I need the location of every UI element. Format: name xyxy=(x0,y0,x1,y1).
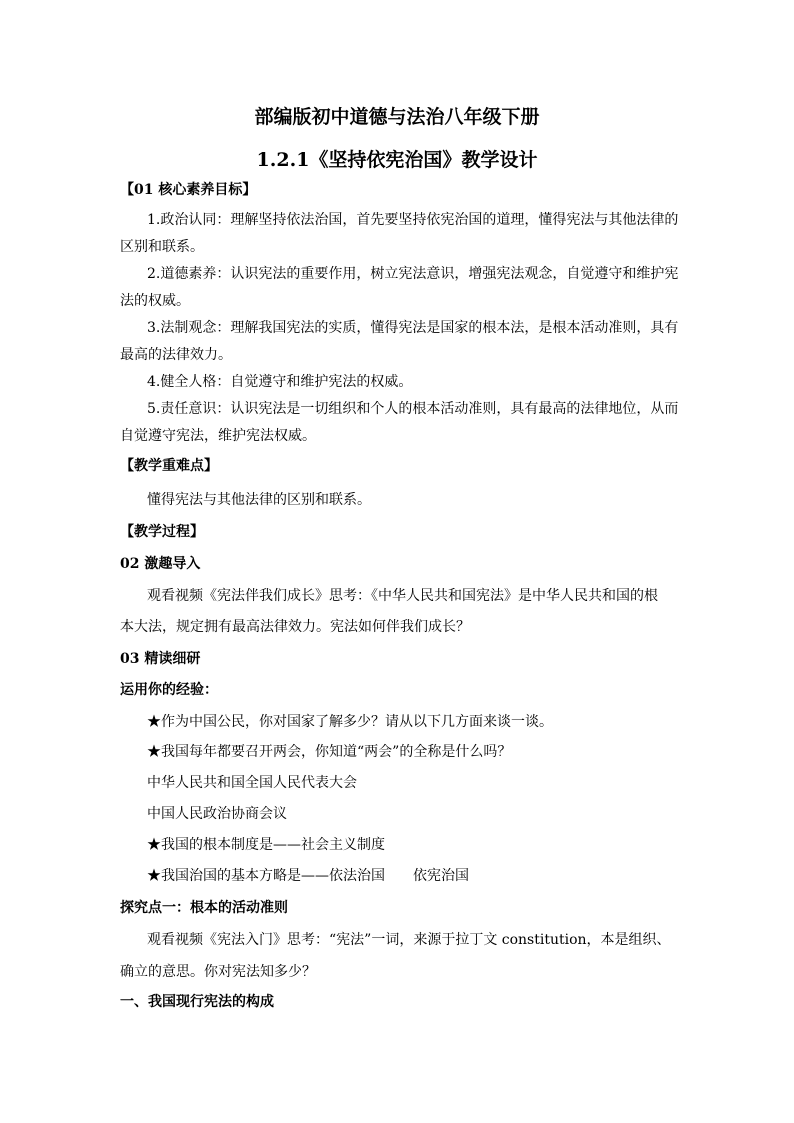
goal-1-line-1: 1.政治认同：理解坚持依法治国，首先要坚持依宪治国的道理，懂得宪法与其他法律的 xyxy=(147,212,679,228)
answer-2-line-1: 中华人民共和国全国人民代表大会 xyxy=(147,775,357,791)
section-heading-key-points: 【教学重难点】 xyxy=(120,458,218,474)
experience-heading: 运用你的经验： xyxy=(120,682,218,698)
goal-4: 4.健全人格：自觉遵守和维护宪法的权威。 xyxy=(147,374,413,390)
explore-1-line-1: 观看视频《宪法入门》思考：“宪法”一词，来源于拉丁文 constitution，本是组织、 xyxy=(147,932,671,948)
question-4: ★我国治国的基本方略是——依法治国 依宪治国 xyxy=(147,868,469,884)
step-03-heading: 03 精读细研 xyxy=(120,651,201,667)
intro-line-2: 本大法，规定拥有最高法律效力。宪法如何伴我们成长？ xyxy=(120,619,470,635)
document-title: 部编版初中道德与法治八年级下册 xyxy=(254,106,540,128)
answer-2-line-2: 中国人民政治协商会议 xyxy=(147,806,287,822)
question-3: ★我国的根本制度是——社会主义制度 xyxy=(147,837,385,853)
part-1-heading: 一、我国现行宪法的构成 xyxy=(120,994,274,1010)
goal-5-line-1: 5.责任意识：认识宪法是一切组织和个人的根本活动准则，具有最高的法律地位，从而 xyxy=(147,401,679,417)
explore-1-line-2: 确立的意思。你对宪法知多少？ xyxy=(120,964,316,980)
explore-point-1-heading: 探究点一：根本的活动准则 xyxy=(120,900,288,916)
question-2: ★我国每年都要召开两会，你知道“两会”的全称是什么吗？ xyxy=(147,744,512,760)
goal-2-line-2: 法的权威。 xyxy=(120,293,190,309)
key-point-text: 懂得宪法与其他法律的区别和联系。 xyxy=(147,492,371,508)
document-subtitle: 1.2.1《坚持依宪治国》教学设计 xyxy=(256,149,538,171)
goal-3-line-2: 最高的法律效力。 xyxy=(120,347,232,363)
goal-3-line-1: 3.法制观念：理解我国宪法的实质，懂得宪法是国家的根本法，是根本活动准则，具有 xyxy=(147,320,679,336)
intro-line-1: 观看视频《宪法伴我们成长》思考：《中华人民共和国宪法》是中华人民共和国的根 xyxy=(147,588,658,604)
section-heading-process: 【教学过程】 xyxy=(120,524,204,540)
goal-5-line-2: 自觉遵守宪法，维护宪法权威。 xyxy=(120,428,316,444)
goal-2-line-1: 2.道德素养：认识宪法的重要作用，树立宪法意识，增强宪法观念，自觉遵守和维护宪 xyxy=(147,266,679,282)
step-02-heading: 02 激趣导入 xyxy=(120,556,201,572)
section-heading-goals: 【01 核心素养目标】 xyxy=(120,182,257,198)
question-1: ★作为中国公民，你对国家了解多少？请从以下几方面来谈一谈。 xyxy=(147,714,553,730)
goal-1-line-2: 区别和联系。 xyxy=(120,239,204,255)
